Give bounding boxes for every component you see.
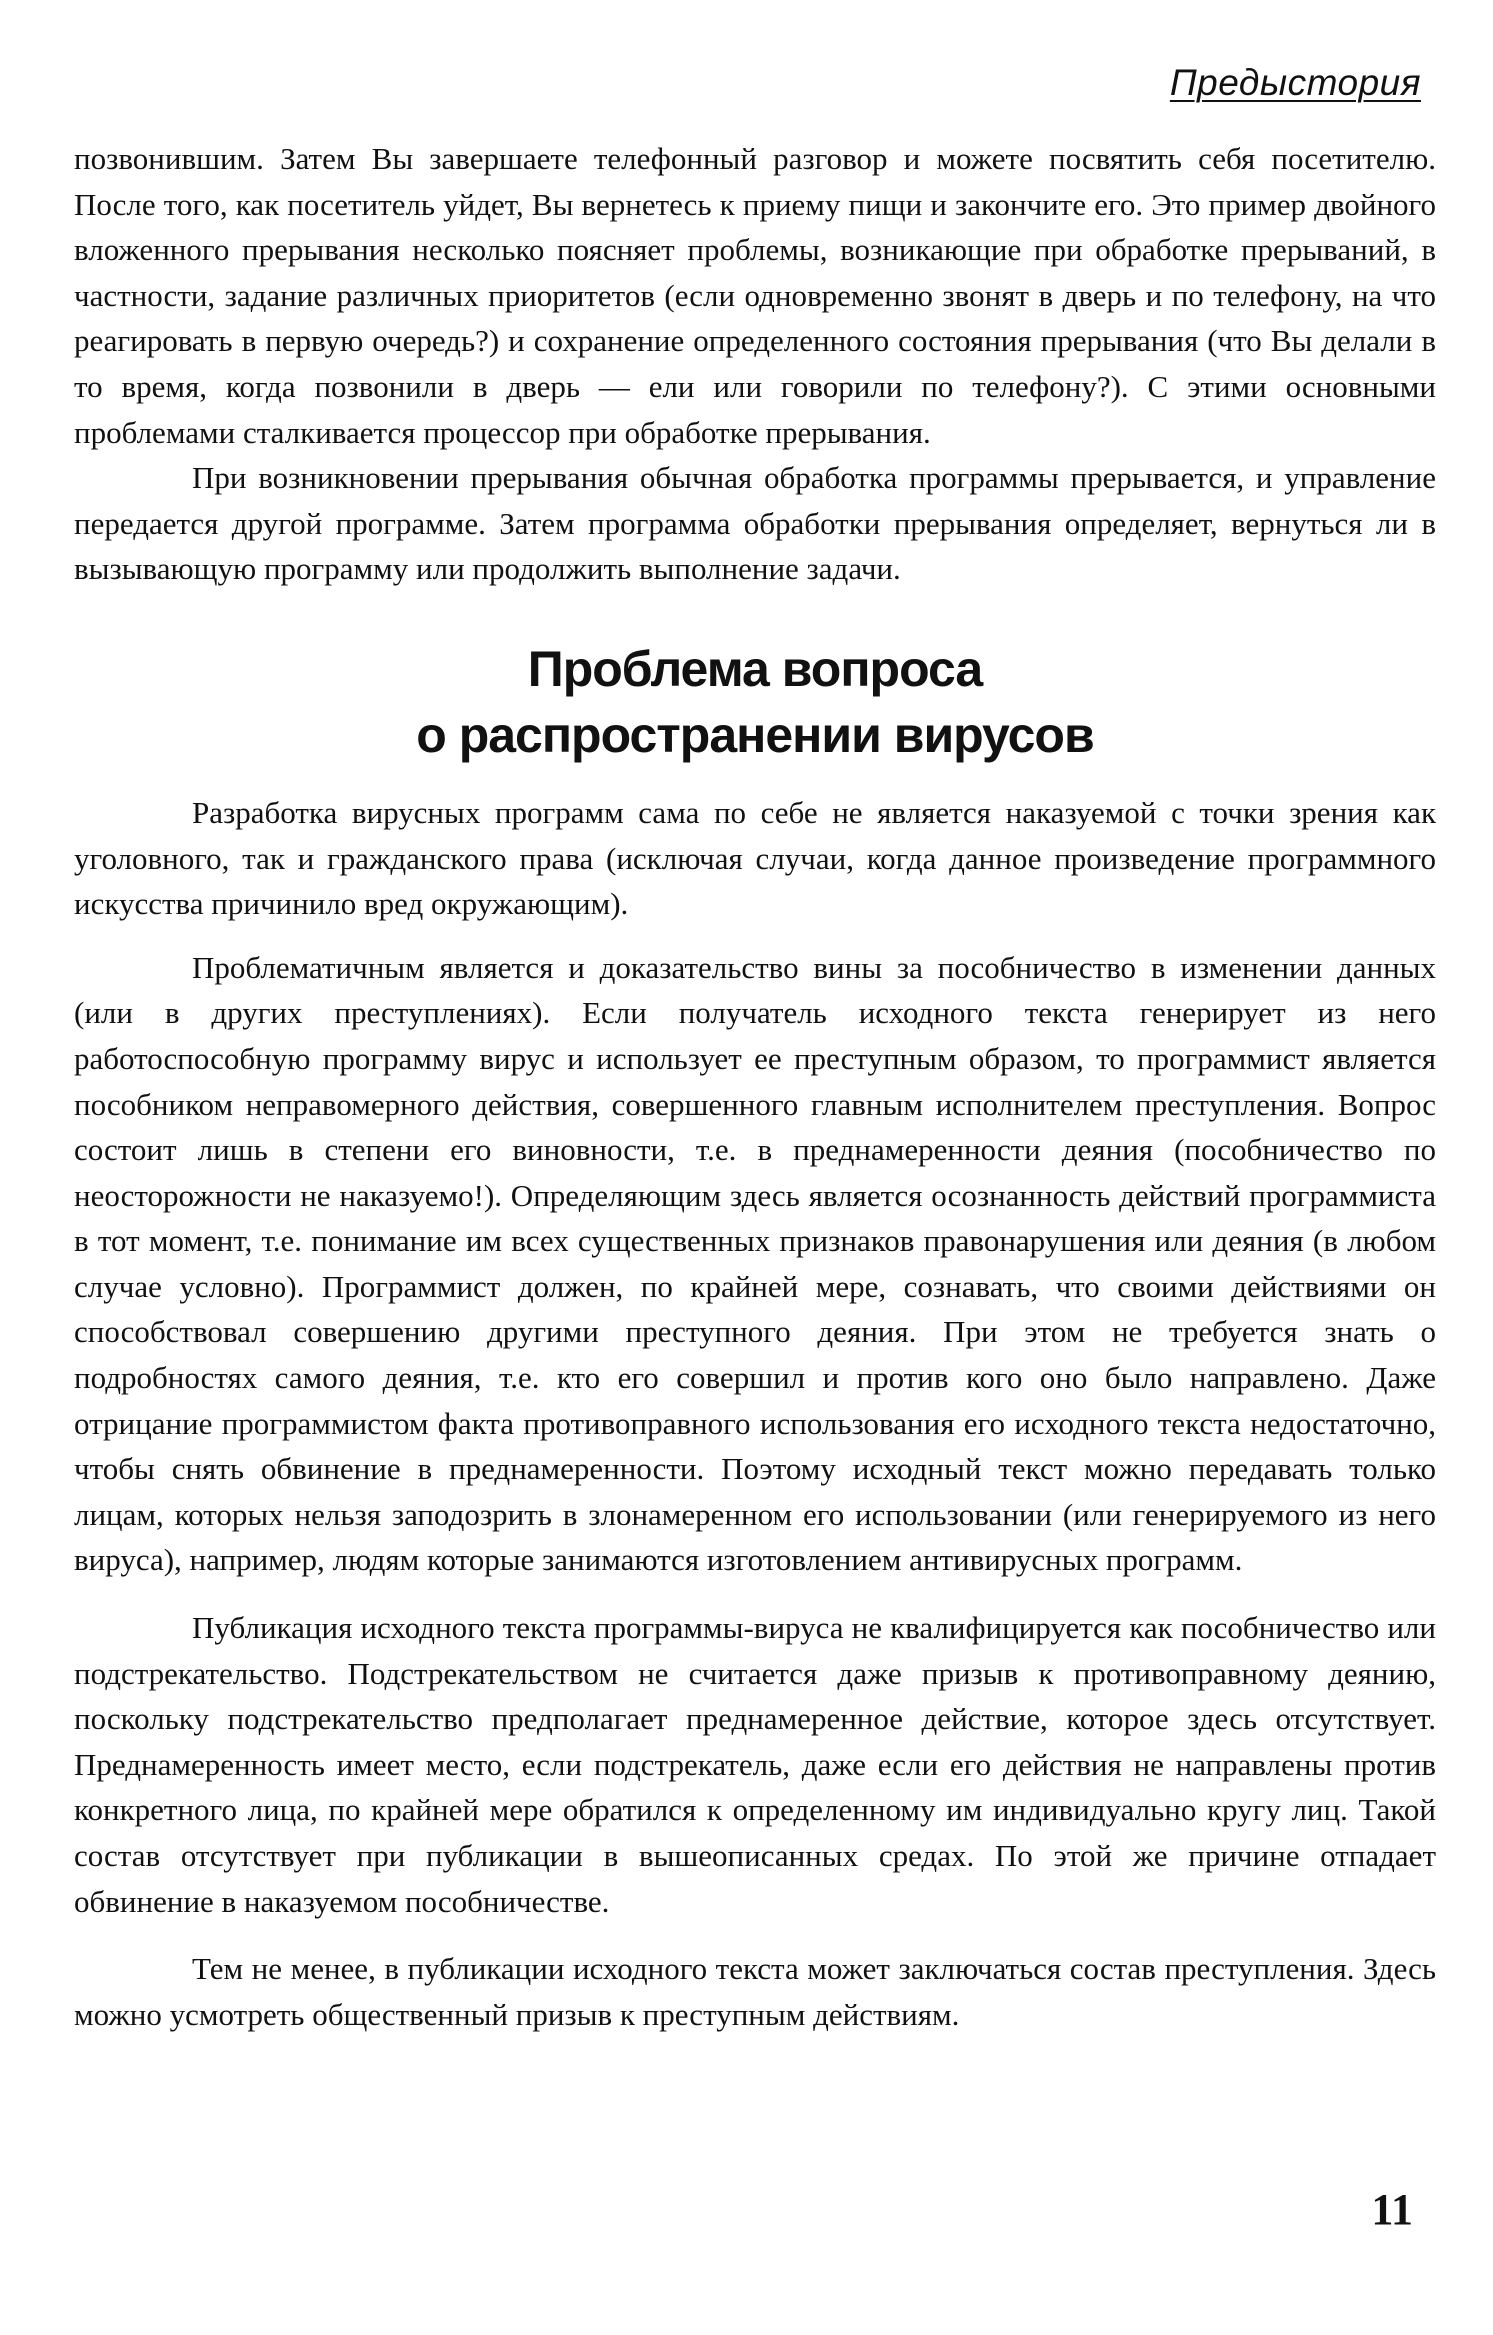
paragraph-interrupt-handling: При возникновении прерывания обычная обработка программы прерывается, и управление передается другой программе. Затем программа обработки прерывания определяет, вернуться ли в вызывающую программу или продолжить выполнение задачи.	[74, 460, 1436, 587]
paragraph-legal-status: Разработка вирусных программ сама по себе не является наказуемой с точки зрения как уголовного, так и гражданского права (исключая случаи, когда данное произведение программного искусства причинило вред окружающим).	[74, 794, 1436, 922]
section-heading-line-1: Проблема вопроса	[527, 640, 983, 697]
paragraph-nevertheless: Тем не менее, в публикации исходного текста может заключаться состав преступления. Здесь можно усмотреть общественный призыв к преступным действиям.	[74, 1951, 1436, 2032]
paragraph-continued: позвонившим. Затем Вы завершаете телефонный разговор и можете посвятить себя посетителю. После того, как посетитель уйдет, Вы вернетесь к приему пищи и закончите его. Это пример двойного вложенного прерывания несколько поясняет проблемы, возникающие при обработке прерываний, в частности, задание различных приоритетов (если одновременно звонят в дверь и по телефону, на что реагировать в первую очередь?) и сохранение определенного состояния прерывания (что Вы делали в то время, когда позвонили в дверь — ели или говорили по телефону?). С этими основными проблемами сталкивается процессор при обработке прерывания.	[74, 141, 1436, 450]
section-heading	[74, 636, 1436, 768]
paragraph-publication: Публикация исходного текста программы-вируса не квалифицируется как пособничество или подстрекательство. Подстрекательством не считается даже призыв к противоправному деянию, поскольку подстрекательство предполагает преднамеренное действие, которое здесь отсутствует. Преднамеренность имеет место, если подстрекатель, даже если его действия не направлены против конкретного лица, по крайней мере обратился к определенному им индивидуально кругу лиц. Такой состав отсутствует при публикации в вышеописанных средах. По этой же причине отпадает обвинение в наказуемом пособничестве.	[74, 1610, 1436, 1919]
paragraph-complicity: Проблематичным является и доказательство вины за пособничество в изменении данных (или в других преступлениях). Если получатель исходного текста генерирует из него работоспособную программу вирус и использует ее преступным образом, то программист является пособником неправомерного действия, совершенного главным исполнителем преступления. Вопрос состоит лишь в степени его виновности, т.е. в преднамеренности деяния (пособничество по неосторожности не наказуемо!). Определяющим здесь является осознанность действий программиста в тот момент, т.е. понимание им всех существенных признаков правонарушения или деяния (в любом случае условно). Программист должен, по крайней мере, сознавать, что своими действиями он способствовал совершению другими преступного деяния. При этом не требуется знать о подробностях самого деяния, т.е. кто его совершил и против кого оно было направлено. Даже отрицание программистом факта противоправного использования его исходного текста недостаточно, чтобы снять обвинение в преднамеренности. Поэтому исходный текст можно передавать только лицам, которых нельзя заподозрить в злонамеренном его использовании (или генерируемого из него вируса), например, людям которые занимаются изготовлением антивирусных программ.	[74, 949, 1436, 1578]
section-heading-line-2: о распространении вирусов	[416, 706, 1094, 763]
page-number: 11	[1371, 2185, 1413, 2234]
page-content	[74, 136, 1436, 2037]
running-header: Предыстория	[1169, 62, 1421, 103]
